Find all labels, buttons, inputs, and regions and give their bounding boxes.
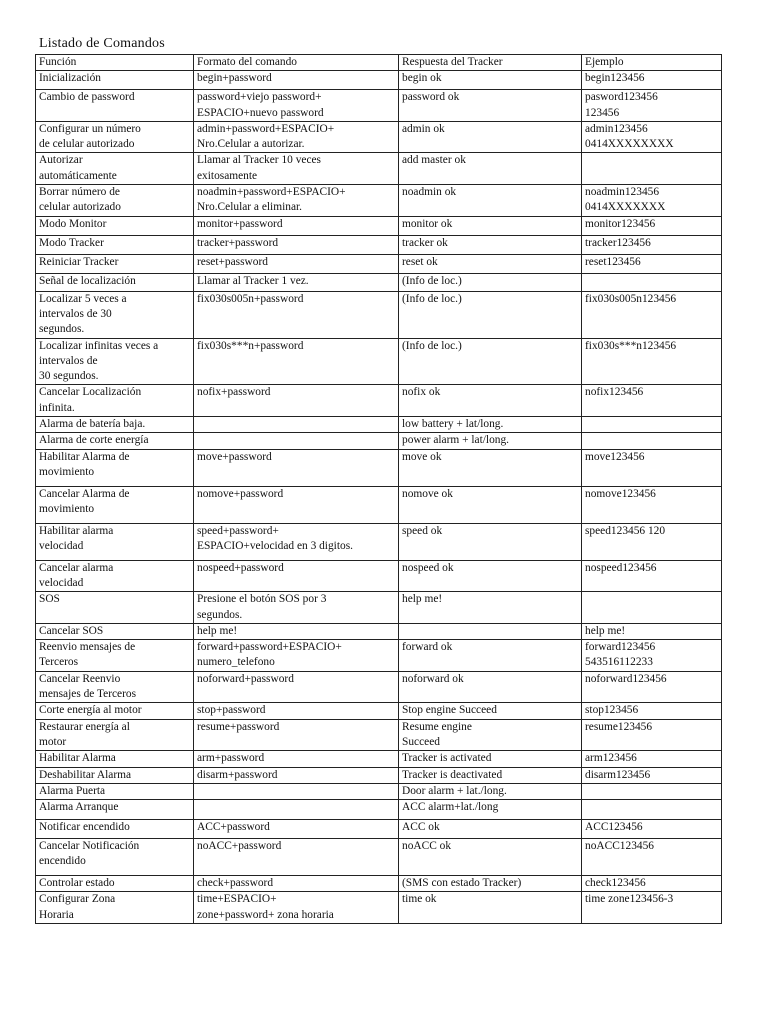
commands-table [35, 54, 722, 924]
table-row [36, 385, 722, 417]
cell-command-format: nomove+password [194, 486, 399, 523]
cell-example: fix030s005n123456 [582, 291, 722, 338]
cell-command-format: nofix+password [194, 385, 399, 417]
table-row [36, 291, 722, 338]
cell-tracker-response: reset ok [399, 254, 582, 273]
cell-tracker-response: admin ok [399, 121, 582, 153]
cell-example: help me! [582, 623, 722, 639]
cell-example: disarm123456 [582, 767, 722, 783]
cell-example: begin123456 [582, 71, 722, 90]
cell-tracker-response: Resume engine Succeed [399, 719, 582, 751]
cell-tracker-response: noforward ok [399, 671, 582, 703]
table-row [36, 703, 722, 719]
cell-command-format: fix030s005n+password [194, 291, 399, 338]
cell-example: noACC123456 [582, 839, 722, 876]
table-row [36, 523, 722, 560]
cell-example: check123456 [582, 876, 722, 892]
cell-example: arm123456 [582, 751, 722, 767]
cell-function: Reiniciar Tracker [36, 254, 194, 273]
cell-tracker-response: power alarm + lat/long. [399, 433, 582, 449]
header-command-format: Formato del comando [194, 55, 399, 71]
table-body [36, 71, 722, 924]
cell-tracker-response: help me! [399, 592, 582, 624]
cell-command-format: tracker+password [194, 235, 399, 254]
cell-command-format [194, 783, 399, 799]
cell-function: Restaurar energía al motor [36, 719, 194, 751]
cell-command-format: ACC+password [194, 820, 399, 839]
cell-function: Habilitar alarma velocidad [36, 523, 194, 560]
header-tracker-response: Respuesta del Tracker [399, 55, 582, 71]
table-row [36, 839, 722, 876]
cell-tracker-response: time ok [399, 892, 582, 924]
header-function: Función [36, 55, 194, 71]
cell-function: Modo Tracker [36, 235, 194, 254]
cell-function: Corte energía al motor [36, 703, 194, 719]
cell-command-format: fix030s***n+password [194, 338, 399, 385]
cell-tracker-response: add master ok [399, 153, 582, 185]
cell-function: Cancelar Localización infinita. [36, 385, 194, 417]
cell-tracker-response: (Info de loc.) [399, 291, 582, 338]
table-row [36, 640, 722, 672]
cell-command-format: speed+password+ ESPACIO+velocidad en 3 digitos. [194, 523, 399, 560]
table-row [36, 876, 722, 892]
cell-example: fix030s***n123456 [582, 338, 722, 385]
cell-function: Borrar número de celular autorizado [36, 185, 194, 217]
table-row [36, 153, 722, 185]
cell-function: Cancelar Alarma de movimiento [36, 486, 194, 523]
cell-command-format: password+viejo password+ ESPACIO+nuevo password [194, 90, 399, 122]
cell-function: Deshabilitar Alarma [36, 767, 194, 783]
cell-tracker-response: nomove ok [399, 486, 582, 523]
cell-function: Localizar infinitas veces a intervalos de 30 segundos. [36, 338, 194, 385]
cell-command-format: help me! [194, 623, 399, 639]
table-row [36, 417, 722, 433]
cell-tracker-response: Stop engine Succeed [399, 703, 582, 719]
table-row [36, 892, 722, 924]
table-row [36, 623, 722, 639]
table-row [36, 185, 722, 217]
cell-function: Localizar 5 veces a intervalos de 30 segundos. [36, 291, 194, 338]
cell-function: Habilitar Alarma de movimiento [36, 449, 194, 486]
cell-tracker-response: begin ok [399, 71, 582, 90]
cell-example: forward123456 543516112233 [582, 640, 722, 672]
cell-command-format: resume+password [194, 719, 399, 751]
cell-command-format: arm+password [194, 751, 399, 767]
cell-tracker-response: Tracker is deactivated [399, 767, 582, 783]
cell-command-format: check+password [194, 876, 399, 892]
cell-tracker-response: nospeed ok [399, 560, 582, 592]
cell-function: Cancelar alarma velocidad [36, 560, 194, 592]
table-row [36, 767, 722, 783]
cell-command-format: disarm+password [194, 767, 399, 783]
cell-tracker-response [399, 623, 582, 639]
cell-example [582, 592, 722, 624]
cell-command-format: Llamar al Tracker 10 veces exitosamente [194, 153, 399, 185]
cell-function: Inicialización [36, 71, 194, 90]
cell-example [582, 417, 722, 433]
cell-function: Alarma de batería baja. [36, 417, 194, 433]
table-row [36, 449, 722, 486]
cell-tracker-response: (SMS con estado Tracker) [399, 876, 582, 892]
cell-example: ACC123456 [582, 820, 722, 839]
table-row [36, 560, 722, 592]
cell-tracker-response: monitor ok [399, 216, 582, 235]
cell-tracker-response: nofix ok [399, 385, 582, 417]
cell-example: speed123456 120 [582, 523, 722, 560]
table-row [36, 338, 722, 385]
cell-command-format [194, 417, 399, 433]
cell-function: Cancelar Reenvio mensajes de Terceros [36, 671, 194, 703]
cell-command-format: noACC+password [194, 839, 399, 876]
table-row [36, 671, 722, 703]
cell-function: Configurar Zona Horaria [36, 892, 194, 924]
cell-example: admin123456 0414XXXXXXXX [582, 121, 722, 153]
cell-tracker-response: (Info de loc.) [399, 273, 582, 291]
cell-command-format: move+password [194, 449, 399, 486]
cell-tracker-response: ACC alarm+lat./long [399, 800, 582, 820]
cell-command-format: monitor+password [194, 216, 399, 235]
cell-tracker-response: (Info de loc.) [399, 338, 582, 385]
cell-function: Configurar un número de celular autorizado [36, 121, 194, 153]
cell-tracker-response: password ok [399, 90, 582, 122]
cell-command-format: admin+password+ESPACIO+ Nro.Celular a autorizar. [194, 121, 399, 153]
table-row [36, 751, 722, 767]
cell-function: Notificar encendido [36, 820, 194, 839]
table-row [36, 235, 722, 254]
table-row [36, 121, 722, 153]
cell-command-format: stop+password [194, 703, 399, 719]
cell-function: SOS [36, 592, 194, 624]
cell-command-format: reset+password [194, 254, 399, 273]
cell-command-format: forward+password+ESPACIO+ numero_telefono [194, 640, 399, 672]
cell-example: pasword123456 123456 [582, 90, 722, 122]
cell-command-format: noadmin+password+ESPACIO+ Nro.Celular a eliminar. [194, 185, 399, 217]
cell-example: tracker123456 [582, 235, 722, 254]
cell-example: nofix123456 [582, 385, 722, 417]
cell-command-format: Presione el botón SOS por 3 segundos. [194, 592, 399, 624]
cell-function: Alarma de corte energía [36, 433, 194, 449]
header-example: Ejemplo [582, 55, 722, 71]
cell-example: nomove123456 [582, 486, 722, 523]
page-title: Listado de Comandos [39, 36, 165, 51]
cell-function: Cancelar SOS [36, 623, 194, 639]
cell-function: Cambio de password [36, 90, 194, 122]
cell-tracker-response: Tracker is activated [399, 751, 582, 767]
cell-function: Cancelar Notificación encendido [36, 839, 194, 876]
table-row [36, 783, 722, 799]
cell-tracker-response: speed ok [399, 523, 582, 560]
table-row [36, 90, 722, 122]
table-row [36, 433, 722, 449]
cell-function: Alarma Arranque [36, 800, 194, 820]
table-row [36, 800, 722, 820]
cell-command-format: Llamar al Tracker 1 vez. [194, 273, 399, 291]
cell-function: Autorizar automáticamente [36, 153, 194, 185]
cell-command-format [194, 433, 399, 449]
cell-example [582, 800, 722, 820]
cell-function: Modo Monitor [36, 216, 194, 235]
cell-tracker-response: Door alarm + lat./long. [399, 783, 582, 799]
cell-tracker-response: forward ok [399, 640, 582, 672]
cell-tracker-response: low battery + lat/long. [399, 417, 582, 433]
cell-example: resume123456 [582, 719, 722, 751]
cell-example [582, 433, 722, 449]
cell-tracker-response: noACC ok [399, 839, 582, 876]
cell-command-format: begin+password [194, 71, 399, 90]
cell-example: nospeed123456 [582, 560, 722, 592]
table-row [36, 273, 722, 291]
cell-command-format: time+ESPACIO+ zone+password+ zona horaria [194, 892, 399, 924]
table-row [36, 254, 722, 273]
table-row [36, 71, 722, 90]
table-row [36, 486, 722, 523]
cell-example: time zone123456-3 [582, 892, 722, 924]
cell-function: Señal de localización [36, 273, 194, 291]
table-header-row [36, 55, 722, 71]
cell-command-format [194, 800, 399, 820]
cell-example: move123456 [582, 449, 722, 486]
table-row [36, 592, 722, 624]
cell-example [582, 153, 722, 185]
table-row [36, 216, 722, 235]
cell-example: noforward123456 [582, 671, 722, 703]
cell-example: noadmin123456 0414XXXXXXX [582, 185, 722, 217]
cell-function: Reenvio mensajes de Terceros [36, 640, 194, 672]
cell-function: Alarma Puerta [36, 783, 194, 799]
cell-tracker-response: tracker ok [399, 235, 582, 254]
cell-example: stop123456 [582, 703, 722, 719]
cell-example: monitor123456 [582, 216, 722, 235]
cell-function: Habilitar Alarma [36, 751, 194, 767]
cell-tracker-response: move ok [399, 449, 582, 486]
table-row [36, 820, 722, 839]
table-row [36, 719, 722, 751]
cell-command-format: noforward+password [194, 671, 399, 703]
cell-example [582, 273, 722, 291]
cell-example: reset123456 [582, 254, 722, 273]
cell-example [582, 783, 722, 799]
cell-tracker-response: ACC ok [399, 820, 582, 839]
cell-function: Controlar estado [36, 876, 194, 892]
cell-tracker-response: noadmin ok [399, 185, 582, 217]
cell-command-format: nospeed+password [194, 560, 399, 592]
